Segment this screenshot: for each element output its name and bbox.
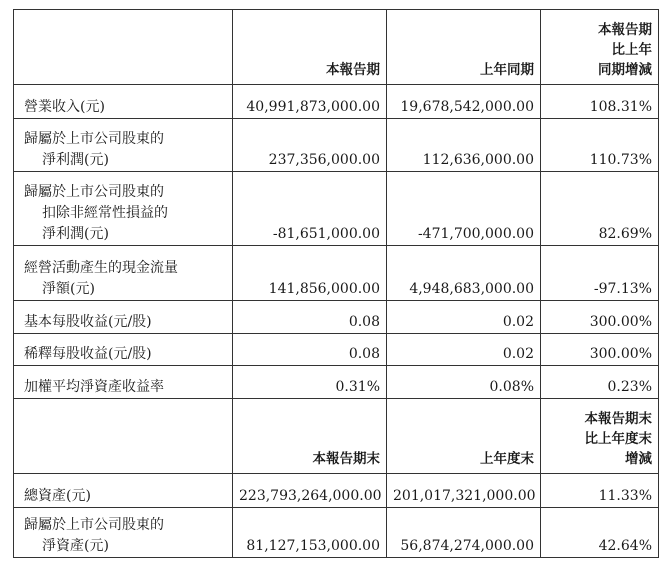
header-prior-period: 上年同期 — [387, 10, 541, 85]
current-value: 223,793,264,000.00 — [233, 474, 387, 508]
row-label-line: 淨額(元) — [42, 281, 95, 297]
table-row-diluted-eps — [14, 334, 659, 366]
current-value: -81,651,000.00 — [233, 172, 387, 246]
row-label-line: 淨資產(元) — [42, 538, 109, 554]
row-label-line: 歸屬於上市公司股東的 — [24, 131, 164, 147]
table-row-net-profit-deducted — [14, 172, 659, 246]
header-blank-cell — [14, 399, 233, 474]
change-value: 42.64% — [541, 508, 659, 558]
row-label — [14, 246, 233, 301]
row-label-line: 歸屬於上市公司股東的 — [24, 184, 164, 200]
header-change-line: 比上年度末 — [584, 431, 652, 447]
change-value: 0.23% — [541, 366, 659, 399]
header-current-period: 本報告期 — [233, 10, 387, 85]
header-change — [541, 399, 659, 474]
prior-value: 112,636,000.00 — [387, 119, 541, 172]
change-value: 108.31% — [541, 85, 659, 119]
change-value: -97.13% — [541, 246, 659, 301]
row-label — [14, 119, 233, 172]
header-change-line: 本報告期 — [598, 22, 652, 38]
header-row-period-end — [14, 399, 659, 474]
prior-value: 0.08% — [387, 366, 541, 399]
header-row-period — [14, 10, 659, 85]
current-value: 141,856,000.00 — [233, 246, 387, 301]
current-value: 40,991,873,000.00 — [233, 85, 387, 119]
header-current-period-end: 本報告期末 — [233, 399, 387, 474]
row-label: 基本每股收益(元/股) — [14, 301, 233, 334]
row-label-line: 扣除非經常性損益的 — [42, 205, 168, 221]
prior-value: 201,017,321,000.00 — [387, 474, 541, 508]
prior-value: 0.02 — [387, 301, 541, 334]
prior-value: 56,874,274,000.00 — [387, 508, 541, 558]
row-label-line: 歸屬於上市公司股東的 — [24, 517, 164, 533]
header-change-line: 同期增減 — [598, 62, 652, 78]
prior-value: -471,700,000.00 — [387, 172, 541, 246]
header-blank-cell — [14, 10, 233, 85]
current-value: 0.08 — [233, 301, 387, 334]
change-value: 300.00% — [541, 334, 659, 366]
prior-value: 0.02 — [387, 334, 541, 366]
row-label — [14, 172, 233, 246]
row-label-line: 淨利潤(元) — [42, 226, 109, 242]
prior-value: 4,948,683,000.00 — [387, 246, 541, 301]
row-label: 稀釋每股收益(元/股) — [14, 334, 233, 366]
change-value: 110.73% — [541, 119, 659, 172]
financial-summary-table — [13, 9, 659, 558]
row-label: 總資產(元) — [14, 474, 233, 508]
table-row-total-assets — [14, 474, 659, 508]
table-row-operating-cash-flow — [14, 246, 659, 301]
change-value: 300.00% — [541, 301, 659, 334]
header-change-line: 比上年 — [611, 42, 652, 58]
prior-value: 19,678,542,000.00 — [387, 85, 541, 119]
change-value: 82.69% — [541, 172, 659, 246]
header-change-line: 本報告期末 — [584, 411, 652, 427]
header-change — [541, 10, 659, 85]
row-label: 營業收入(元) — [14, 85, 233, 119]
table-row-net-profit — [14, 119, 659, 172]
header-prior-year-end: 上年度末 — [387, 399, 541, 474]
change-value: 11.33% — [541, 474, 659, 508]
current-value: 237,356,000.00 — [233, 119, 387, 172]
current-value: 0.08 — [233, 334, 387, 366]
table-row-roe — [14, 366, 659, 399]
table-row-net-assets — [14, 508, 659, 558]
table-row-revenue — [14, 85, 659, 119]
header-change-line: 增減 — [625, 451, 652, 467]
row-label-line: 經營活動產生的現金流量 — [24, 260, 178, 276]
current-value: 81,127,153,000.00 — [233, 508, 387, 558]
row-label — [14, 508, 233, 558]
row-label: 加權平均淨資產收益率 — [14, 366, 233, 399]
table-row-basic-eps — [14, 301, 659, 334]
current-value: 0.31% — [233, 366, 387, 399]
row-label-line: 淨利潤(元) — [42, 152, 109, 168]
